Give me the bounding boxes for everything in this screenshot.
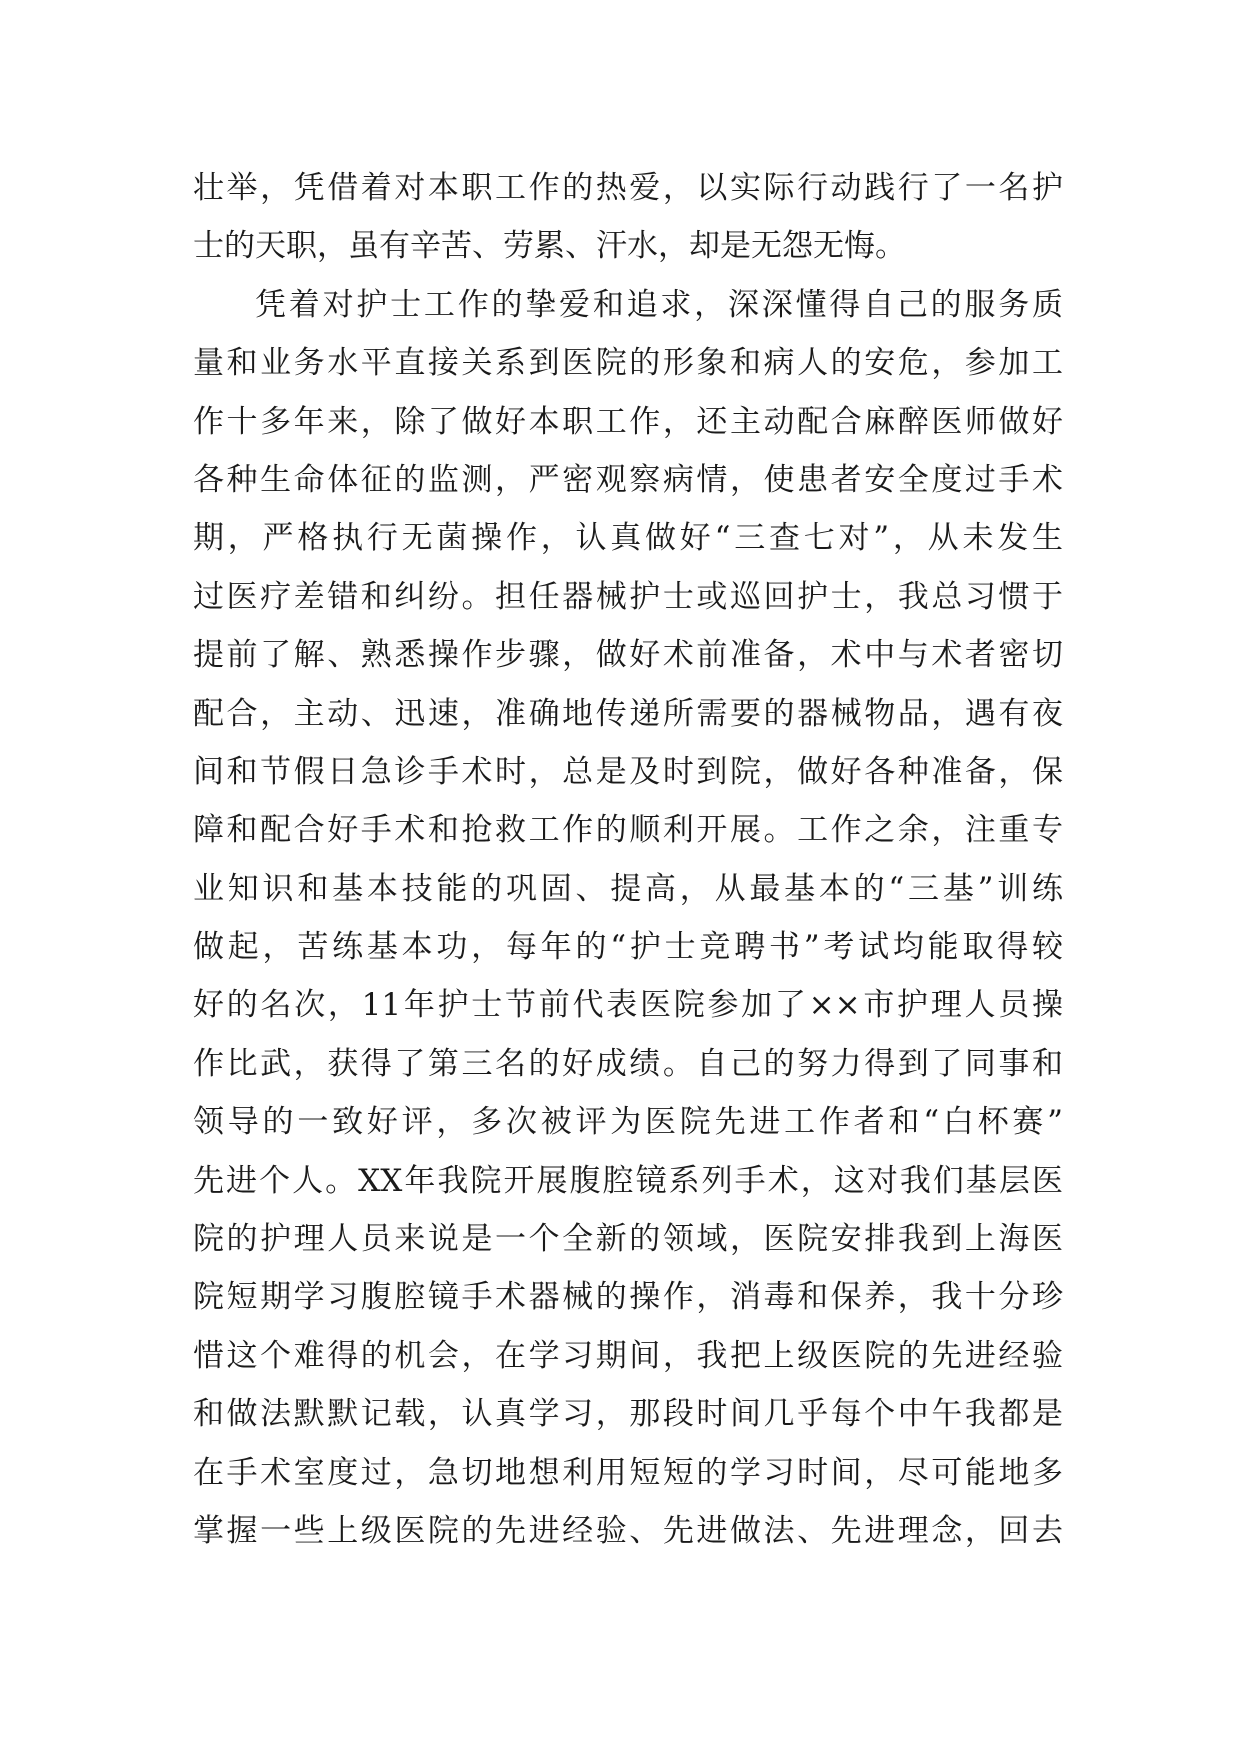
paragraph-first-line: 凭着对护士工作的挚爱和追求，深深懂得自己的服务质 (255, 286, 1063, 323)
text-line: 配合，主动、迅速，准确地传递所需要的器械物品，遇有夜 (193, 695, 1063, 732)
text-line: 障和配合好手术和抢救工作的顺利开展。工作之余，注重专 (193, 812, 1063, 849)
text-line: 和做法默默记载，认真学习，那段时间几乎每个中午我都是 (193, 1396, 1063, 1433)
text-line: 在手术室度过，急切地想利用短短的学习时间，尽可能地多 (193, 1454, 1063, 1491)
text-line: 院短期学习腹腔镜手术器械的操作，消毒和保养，我十分珍 (193, 1279, 1063, 1316)
text-line: 作十多年来，除了做好本职工作，还主动配合麻醉医师做好 (193, 403, 1063, 440)
text-line: 过医疗差错和纠纷。担任器械护士或巡回护士，我总习惯于 (193, 578, 1063, 615)
text-line: 期，严格执行无菌操作，认真做好“三查七对”，从未发生 (193, 520, 1063, 557)
text-line: 提前了解、熟悉操作步骤，做好术前准备，术中与术者密切 (193, 637, 1063, 674)
text-line: 业知识和基本技能的巩固、提高，从最基本的“三基”训练 (193, 870, 1063, 907)
text-line: 好的名次，11年护士节前代表医院参加了××市护理人员操 (193, 987, 1063, 1024)
text-line: 各种生命体征的监测，严密观察病情，使患者安全度过手术 (193, 461, 1063, 498)
text-line: 掌握一些上级医院的先进经验、先进做法、先进理念，回去 (193, 1512, 1063, 1549)
text-line: 惜这个难得的机会，在学习期间，我把上级医院的先进经验 (193, 1337, 1063, 1374)
text-line: 间和节假日急诊手术时，总是及时到院，做好各种准备，保 (193, 753, 1063, 790)
text-line: 作比武，获得了第三名的好成绩。自己的努力得到了同事和 (193, 1045, 1063, 1082)
text-line: 壮举，凭借着对本职工作的热爱，以实际行动践行了一名护 (193, 170, 1063, 206)
text-line: 领导的一致好评，多次被评为医院先进工作者和“白杯赛” (193, 1104, 1063, 1141)
text-line: 士的天职，虽有辛苦、劳累、汗水，却是无怨无悔。 (193, 228, 906, 265)
text-line: 量和业务水平直接关系到医院的形象和病人的安危，参加工 (193, 345, 1063, 382)
text-line: 先进个人。XX年我院开展腹腔镜系列手术，这对我们基层医 (193, 1162, 1063, 1199)
text-line: 做起，苦练基本功，每年的“护士竞聘书”考试均能取得较 (193, 929, 1063, 966)
body-text (193, 159, 1063, 1560)
text-line: 院的护理人员来说是一个全新的领域，医院安排我到上海医 (193, 1221, 1063, 1258)
